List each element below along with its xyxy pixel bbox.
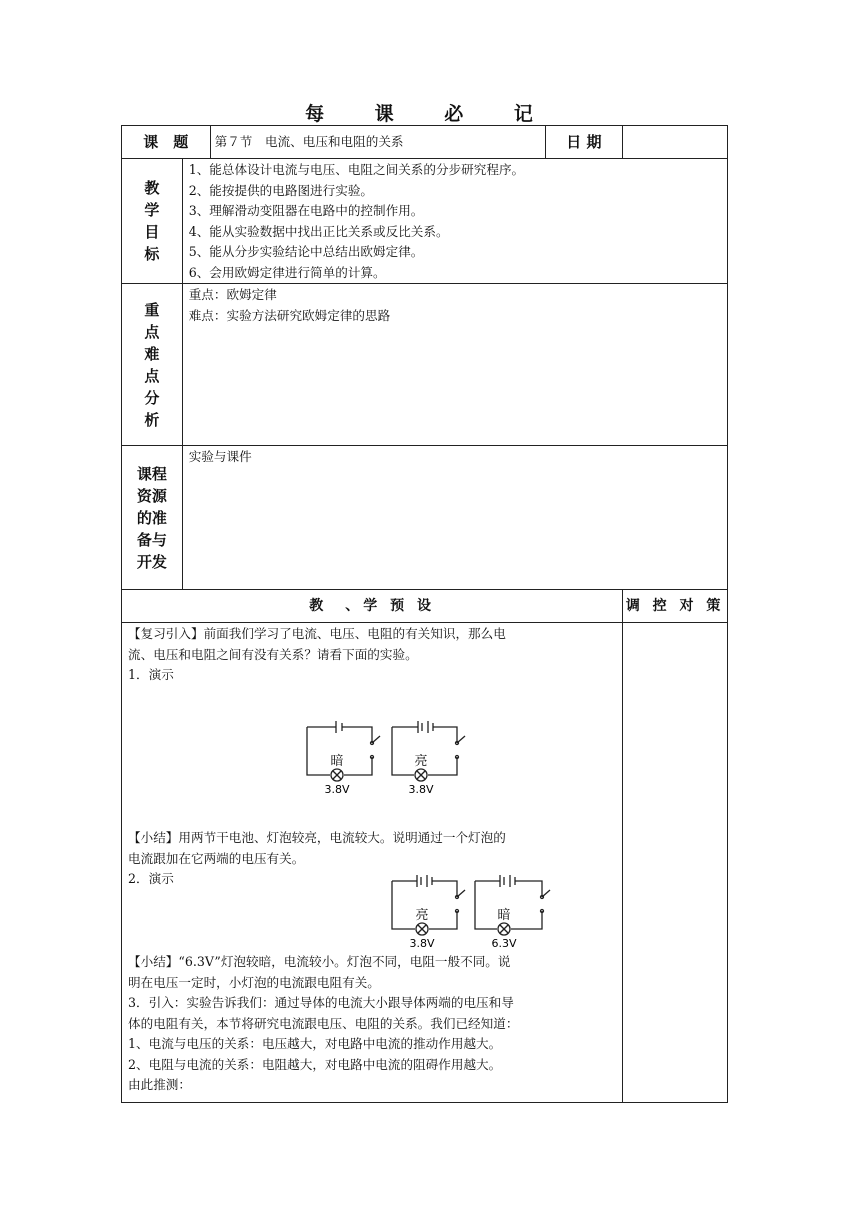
objective-item: 3、理解滑动变阻器在电路中的控制作用。 [188,203,424,218]
key-points-label: 重 点 难 点 分 析 [122,284,183,446]
plan-header: 教 、学 预 设 [122,590,623,623]
plan-content [122,623,623,1103]
fig1-right-voltage: 3.8V [408,783,434,796]
date-label: 日 期 [545,126,623,159]
fig2-right-label: 暗 [497,908,511,923]
objective-item: 4、能从实验数据中找出正比关系或反比关系。 [188,223,449,239]
fig1-left-voltage: 3.8V [324,783,350,796]
date-value[interactable] [623,126,728,159]
key-point-item: 重点：欧姆定律 [188,287,277,302]
fig1-right-label: 亮 [414,754,428,769]
strategy-header: 调 控 对 策 [623,590,728,623]
review-paragraph: 【复习引入】前面我们学习了电流、电压、电阻的有关知识，那么电 流、电压和电阻之间有没有关系？请看下面的实验。 1．演示 [128,624,598,686]
topic-value: 第７节 电流、电压和电阻的关系 [210,126,545,159]
objective-item: 5、能从分步实验结论中总结出欧姆定律。 [188,244,424,259]
topic-label: 课 题 [122,126,211,159]
fig2-left-voltage: 3.8V [409,937,435,950]
circuit-figure-2 [387,871,557,951]
circuit-figure-1 [302,717,472,797]
resources-text: 实验与课件 [188,449,252,464]
objective-item: 1、能总体设计电流与电压、电阻之间关系的分步研究程序。 [188,162,525,177]
demo2-label: 2．演示 [128,871,174,886]
summary1-paragraph: 【小结】用两节干电池、灯泡较亮，电流较大。说明通过一个灯泡的 电流跟加在它两端的电压有关。 2．演示 [128,828,598,890]
strategy-content [623,623,728,1103]
key-points-content [182,284,727,446]
lesson-plan-table [121,125,728,1103]
key-point-item: 难点：实验方法研究欧姆定律的思路 [188,307,391,323]
fig2-right-voltage: 6.3V [491,937,517,950]
fig2-left-label: 亮 [415,908,429,923]
resources-content [182,446,727,590]
demo1-label: 1．演示 [128,667,174,682]
objective-item: 2、能按提供的电路图进行实验。 [188,182,374,198]
objective-item: 6、会用欧姆定律进行简单的计算。 [188,264,386,280]
resources-label: 课程 资源 的准 备与 开发 [122,446,183,590]
fig1-left-label: 暗 [330,754,344,769]
page-title: 每 课 必 记 [305,103,555,125]
objectives-content [182,159,727,284]
summary2-paragraph: 【小结】“6.3V”灯泡较暗，电流较小。灯泡不同，电阻一般不同。说 明在电压一定时，小灯泡的电流跟电阻有关。 3．引入：实验告诉我们：通过导体的电流大小跟导体两端的电压和导 体的电阻有关，本节将研究电流跟电压、电阻的关系。我们已经知道： 1、电流与电压的关系：电压越大，对电路中电流的推动作用越大。 2、电阻与电流的关系：电阻越大，对电路中电流的阻碍作用越大。 由此推测： [128,954,519,1092]
objectives-label: 教 学 目 标 [122,159,183,284]
